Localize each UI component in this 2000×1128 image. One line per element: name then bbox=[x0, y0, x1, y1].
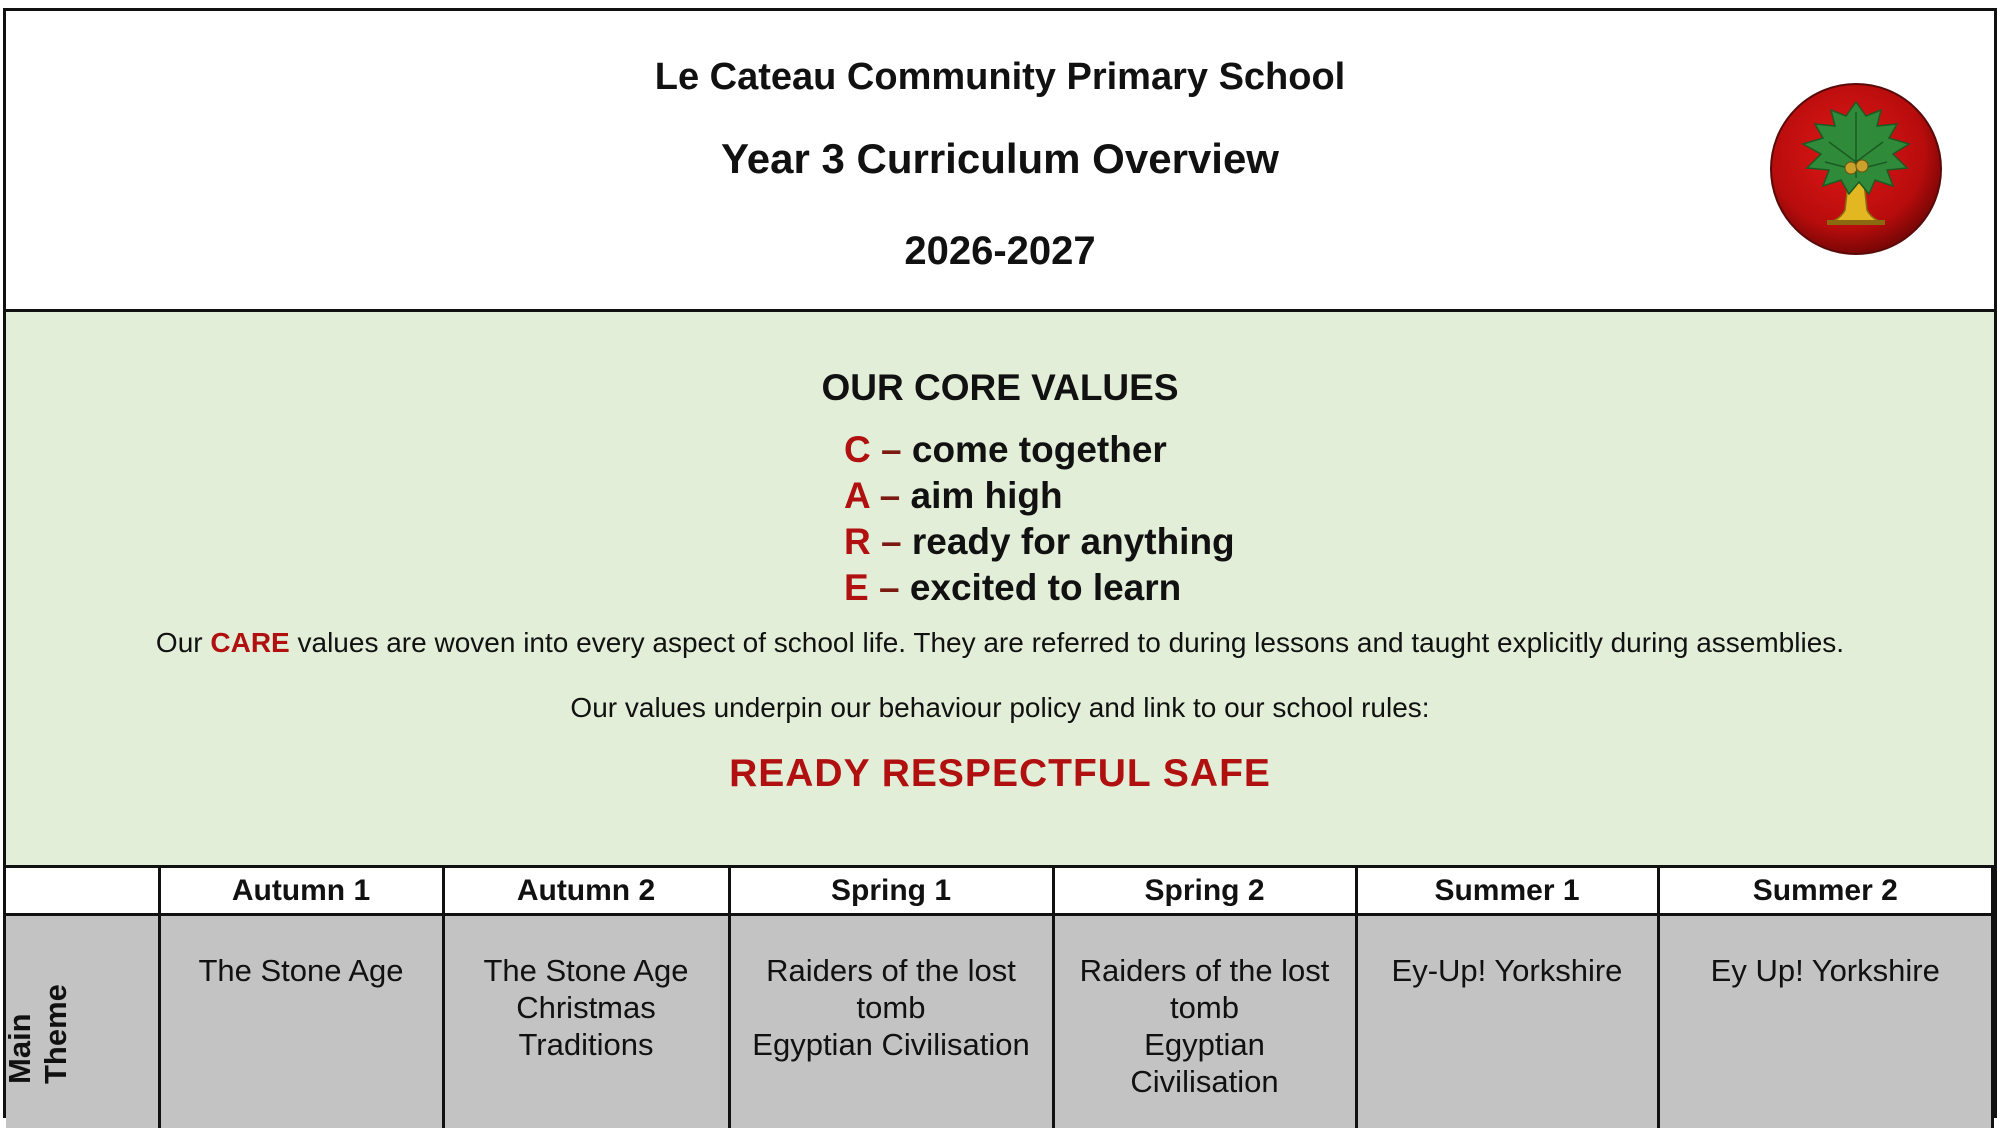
care-letter: R bbox=[844, 521, 871, 562]
care-dash: – bbox=[879, 567, 900, 608]
school-rules: READY RESPECTFUL SAFE bbox=[6, 752, 1994, 796]
care-dash: – bbox=[881, 429, 902, 470]
care-description-prefix: Our bbox=[156, 627, 210, 658]
academic-year: 2026-2027 bbox=[6, 229, 1994, 274]
theme-cell: Ey-Up! Yorkshire bbox=[1356, 915, 1658, 1128]
care-description-suffix: values are woven into every aspect of school life. They are referred to during lessons and taught explicitly during assemblies. bbox=[290, 627, 1844, 658]
care-letter: A bbox=[844, 475, 869, 516]
term-header: Autumn 1 bbox=[159, 868, 443, 915]
school-crest-logo bbox=[1769, 82, 1943, 256]
curriculum-table bbox=[6, 868, 1994, 1128]
care-value-e bbox=[844, 565, 1235, 611]
care-value-text: come together bbox=[912, 429, 1167, 470]
row-label: Main Theme bbox=[2, 964, 74, 1084]
care-letter: C bbox=[844, 429, 871, 470]
core-values-section bbox=[6, 312, 1994, 868]
underpin-description: Our values underpin our behaviour policy and link to our school rules: bbox=[6, 692, 1994, 724]
theme-cell: The Stone Age bbox=[159, 915, 443, 1128]
corner-cell bbox=[6, 868, 159, 915]
care-value-text: excited to learn bbox=[910, 567, 1181, 608]
term-header: Spring 2 bbox=[1053, 868, 1356, 915]
theme-cell: The Stone Age Christmas Traditions bbox=[443, 915, 729, 1128]
page-title: Year 3 Curriculum Overview bbox=[6, 135, 1994, 183]
care-value-text: aim high bbox=[911, 475, 1063, 516]
theme-cell: Ey Up! Yorkshire bbox=[1658, 915, 1993, 1128]
care-dash: – bbox=[880, 475, 901, 516]
row-label-cell bbox=[6, 915, 159, 1128]
term-header: Spring 1 bbox=[729, 868, 1053, 915]
curriculum-document bbox=[3, 8, 1997, 1118]
term-header: Summer 2 bbox=[1658, 868, 1993, 915]
care-dash: – bbox=[881, 521, 902, 562]
care-value-text: ready for anything bbox=[912, 521, 1235, 562]
care-letter: E bbox=[844, 567, 869, 608]
care-values-list bbox=[844, 427, 1235, 611]
theme-cell: Raiders of the lost tomb Egyptian Civilisation bbox=[729, 915, 1053, 1128]
main-theme-row bbox=[6, 915, 1993, 1128]
care-value-a bbox=[844, 473, 1235, 519]
theme-cell: Raiders of the lost tomb Egyptian Civilisation bbox=[1053, 915, 1356, 1128]
document-header bbox=[6, 11, 1994, 312]
care-description bbox=[6, 627, 1994, 659]
school-name: Le Cateau Community Primary School bbox=[6, 56, 1994, 99]
term-header-row bbox=[6, 868, 1993, 915]
term-header: Summer 1 bbox=[1356, 868, 1658, 915]
care-value-c bbox=[844, 427, 1235, 473]
care-value-r bbox=[844, 519, 1235, 565]
care-word: CARE bbox=[210, 627, 289, 658]
core-values-heading: OUR CORE VALUES bbox=[6, 367, 1994, 409]
term-header: Autumn 2 bbox=[443, 868, 729, 915]
